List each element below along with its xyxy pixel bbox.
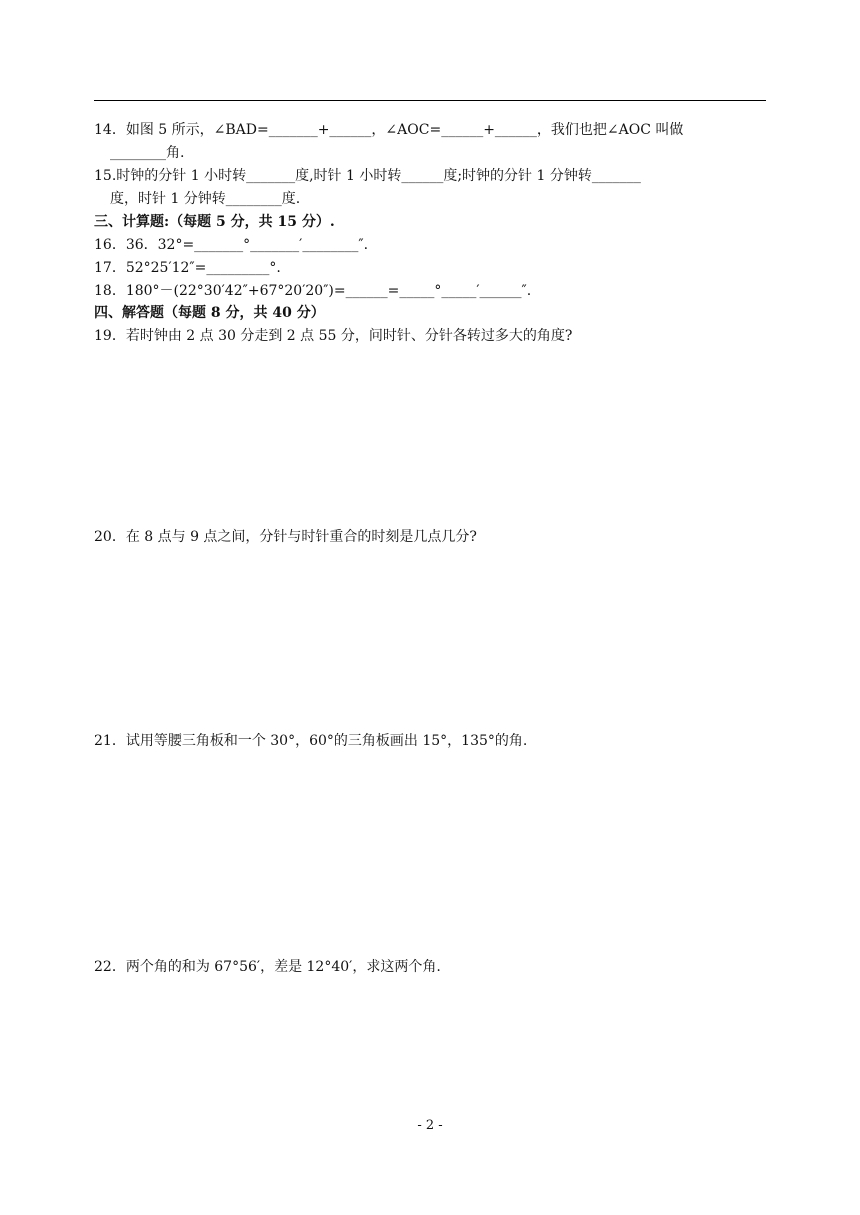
question-17: 17．52°25′12″=_________°. <box>94 260 281 276</box>
question-18: 18．180°－(22°30′42″+67°20′20″)=______=_____°_____′______″. <box>94 283 532 299</box>
page-number: - 2 - <box>417 1118 443 1133</box>
question-16: 16．36．32°=_______°_______′________″. <box>94 237 369 253</box>
section-4-heading: 四、解答题（每题 8 分，共 40 分） <box>94 305 325 321</box>
section-3-heading: 三、计算题:（每题 5 分，共 15 分）. <box>94 214 335 230</box>
question-20: 20．在 8 点与 9 点之间，分针与时针重合的时刻是几点几分? <box>94 529 477 545</box>
question-19: 19．若时钟由 2 点 30 分走到 2 点 55 分，问时针、分针各转过多大的角度? <box>94 328 573 344</box>
question-15-line-1: 15.时钟的分针 1 小时转_______度,时针 1 小时转______度;时钟的分针 1 分钟转_______ <box>94 168 641 184</box>
question-21: 21．试用等腰三角板和一个 30°，60°的三角板画出 15°，135°的角. <box>94 733 528 749</box>
question-14-line-2: ________角. <box>110 145 185 161</box>
question-14-line-1: 14．如图 5 所示，∠BAD=_______+______，∠AOC=______+______，我们也把∠AOC 叫做 <box>94 122 684 138</box>
question-15-line-2: 度，时针 1 分钟转________度. <box>110 191 301 207</box>
header-rule <box>94 100 766 101</box>
question-22: 22．两个角的和为 67°56′，差是 12°40′，求这两个角. <box>94 959 441 975</box>
